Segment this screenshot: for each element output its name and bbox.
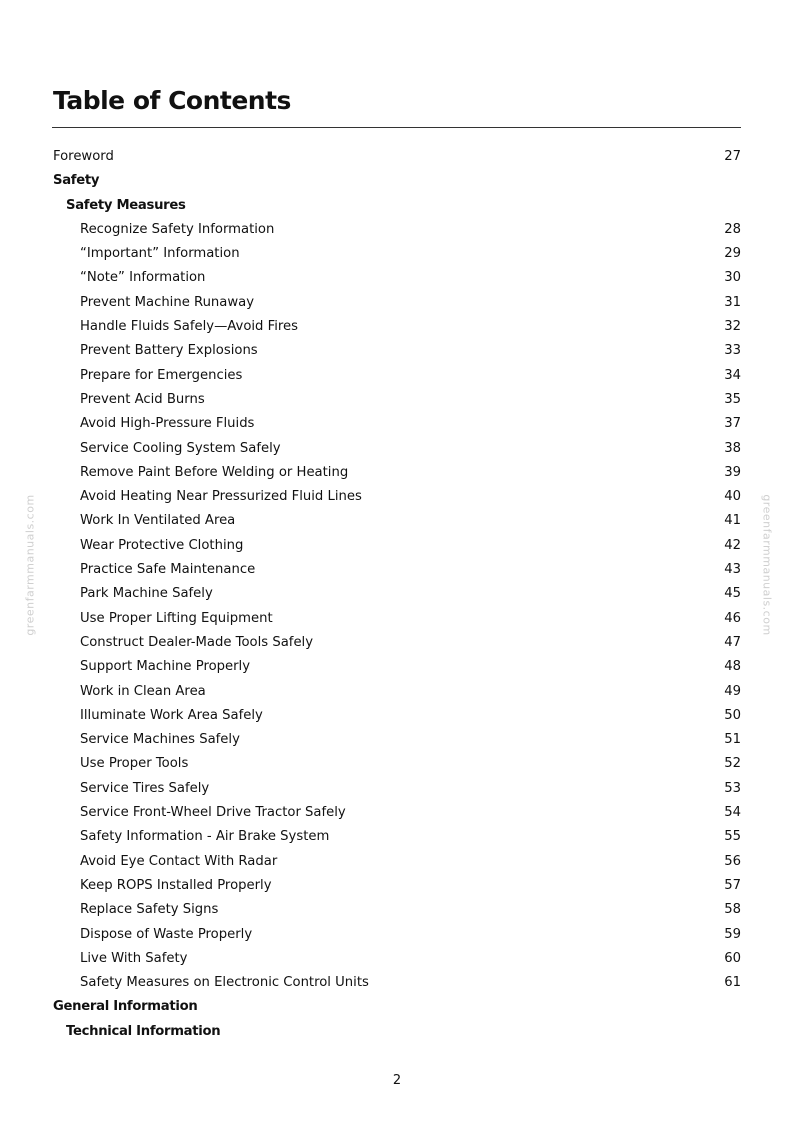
toc-entry-label: Recognize Safety Information — [80, 221, 275, 237]
toc-entry-page: 48 — [724, 659, 741, 675]
toc-entry-page: 46 — [724, 610, 741, 626]
toc-entry-page: 59 — [724, 926, 741, 942]
toc-entry[interactable] — [0, 631, 794, 655]
toc-entry-page: 58 — [724, 902, 741, 918]
toc-entry[interactable] — [0, 655, 794, 679]
toc-entry[interactable] — [0, 704, 794, 728]
toc-entry-label: Safety Measures on Electronic Control Units — [80, 975, 369, 991]
toc-entry[interactable] — [0, 898, 794, 922]
toc-entry-label: Park Machine Safely — [80, 586, 213, 602]
toc-entry-label: Use Proper Lifting Equipment — [80, 610, 273, 626]
toc-entry-page: 35 — [724, 391, 741, 407]
toc-entry[interactable] — [0, 291, 794, 315]
toc-entry[interactable] — [0, 607, 794, 631]
toc-entry-label: Prevent Machine Runaway — [80, 294, 255, 310]
toc-entry-page: 30 — [724, 270, 741, 286]
toc-entry[interactable] — [0, 825, 794, 849]
toc-entry[interactable] — [0, 971, 794, 995]
toc-entry-label: Safety Measures — [66, 197, 186, 213]
toc-entry[interactable] — [0, 388, 794, 412]
toc-entry-page: 56 — [724, 853, 741, 869]
toc-entry-page: 57 — [724, 877, 741, 893]
toc-entry[interactable] — [0, 242, 794, 266]
toc-entry[interactable] — [0, 412, 794, 436]
toc-section-heading[interactable] — [0, 145, 794, 169]
toc-entry-page: 53 — [724, 780, 741, 796]
toc-entry-label: Avoid High-Pressure Fluids — [80, 416, 255, 432]
toc-entry-page: 50 — [724, 707, 741, 723]
toc-entry[interactable] — [0, 364, 794, 388]
toc-entry-page: 33 — [724, 343, 741, 359]
toc-entry-page: 55 — [724, 829, 741, 845]
toc-entry-label: “Note” Information — [80, 270, 206, 286]
title-divider — [52, 127, 741, 128]
toc-entry-label: Replace Safety Signs — [80, 902, 219, 918]
toc-entry[interactable] — [0, 850, 794, 874]
toc-entry-label: Use Proper Tools — [80, 756, 189, 772]
toc-entry[interactable] — [0, 680, 794, 704]
toc-entry-page: 39 — [724, 464, 741, 480]
toc-entry-label: General Information — [53, 999, 198, 1015]
toc-entry-label: “Important” Information — [80, 246, 240, 262]
toc-entry[interactable] — [0, 582, 794, 606]
toc-entry[interactable] — [0, 218, 794, 242]
toc-entry-label: Service Machines Safely — [80, 732, 240, 748]
toc-entry-page: 38 — [724, 440, 741, 456]
toc-entry-label: Construct Dealer-Made Tools Safely — [80, 634, 314, 650]
toc-entry-label: Remove Paint Before Welding or Heating — [80, 464, 349, 480]
watermark-left: greenfarmmanuals.com — [23, 494, 37, 636]
toc-entry-label: Illuminate Work Area Safely — [80, 707, 263, 723]
toc-entry[interactable] — [0, 315, 794, 339]
toc-section-heading[interactable] — [0, 169, 794, 193]
toc-entry-label: Wear Protective Clothing — [80, 537, 244, 553]
toc-entry-label: Dispose of Waste Properly — [80, 926, 253, 942]
toc-entry-label: Work In Ventilated Area — [80, 513, 236, 529]
toc-section-heading[interactable] — [0, 194, 794, 218]
toc-entry-label: Avoid Eye Contact With Radar — [80, 853, 278, 869]
toc-entry[interactable] — [0, 485, 794, 509]
toc-entry-label: Support Machine Properly — [80, 659, 251, 675]
toc-entry-label: Prepare for Emergencies — [80, 367, 243, 383]
toc-entry-label: Safety — [53, 173, 100, 189]
toc-entry[interactable] — [0, 339, 794, 363]
toc-entry[interactable] — [0, 266, 794, 290]
page-title: Table of Contents — [53, 86, 291, 115]
page-number: 2 — [392, 1073, 402, 1088]
toc-entry-page: 31 — [724, 294, 741, 310]
toc-entry-label: Foreword — [53, 149, 114, 164]
toc-entry-label: Technical Information — [66, 1023, 221, 1039]
toc-entry-label: Avoid Heating Near Pressurized Fluid Lines — [80, 489, 362, 505]
toc-entry-page: 42 — [724, 537, 741, 553]
toc-entry[interactable] — [0, 752, 794, 776]
toc-entry[interactable] — [0, 801, 794, 825]
toc-entry[interactable] — [0, 947, 794, 971]
toc-entry[interactable] — [0, 558, 794, 582]
toc-entry-page: 32 — [724, 319, 741, 335]
toc-entry-label: Safety Information - Air Brake System — [80, 829, 330, 845]
toc-entry[interactable] — [0, 874, 794, 898]
toc-entry-label: Prevent Battery Explosions — [80, 343, 258, 359]
toc-entry-page: 45 — [724, 586, 741, 602]
toc-entry-page: 52 — [724, 756, 741, 772]
toc-entry-page: 40 — [724, 489, 741, 505]
toc-entry[interactable] — [0, 437, 794, 461]
toc-entry-page: 29 — [724, 246, 741, 262]
toc-entry-page: 37 — [724, 416, 741, 432]
toc-entry[interactable] — [0, 534, 794, 558]
toc-entry-page: 49 — [724, 683, 741, 699]
toc-entry-label: Live With Safety — [80, 950, 188, 966]
toc-entry-label: Service Front-Wheel Drive Tractor Safely — [80, 805, 346, 821]
toc-entry-label: Service Tires Safely — [80, 780, 210, 796]
toc-entry-label: Service Cooling System Safely — [80, 440, 281, 456]
table-of-contents — [0, 145, 794, 1044]
toc-entry-page: 47 — [724, 634, 741, 650]
toc-entry-label: Prevent Acid Burns — [80, 391, 205, 407]
watermark-right: greenfarmmanuals.com — [760, 494, 774, 636]
toc-entry[interactable] — [0, 923, 794, 947]
toc-entry-page: 54 — [724, 805, 741, 821]
toc-section-heading[interactable] — [0, 1020, 794, 1044]
toc-entry-page: 41 — [724, 513, 741, 529]
toc-entry-page: 27 — [724, 149, 741, 164]
toc-entry-page: 28 — [724, 221, 741, 237]
toc-entry-page: 60 — [724, 950, 741, 966]
toc-entry-label: Handle Fluids Safely—Avoid Fires — [80, 319, 299, 335]
toc-entry-label: Work in Clean Area — [80, 683, 206, 699]
toc-entry[interactable] — [0, 509, 794, 533]
toc-entry[interactable] — [0, 728, 794, 752]
toc-entry-page: 34 — [724, 367, 741, 383]
toc-entry[interactable] — [0, 461, 794, 485]
toc-entry-label: Keep ROPS Installed Properly — [80, 877, 272, 893]
toc-entry-page: 43 — [724, 562, 741, 578]
toc-entry-page: 61 — [724, 975, 741, 991]
toc-entry-label: Practice Safe Maintenance — [80, 562, 256, 578]
toc-entry-page: 51 — [724, 732, 741, 748]
toc-section-heading[interactable] — [0, 995, 794, 1019]
toc-entry[interactable] — [0, 777, 794, 801]
